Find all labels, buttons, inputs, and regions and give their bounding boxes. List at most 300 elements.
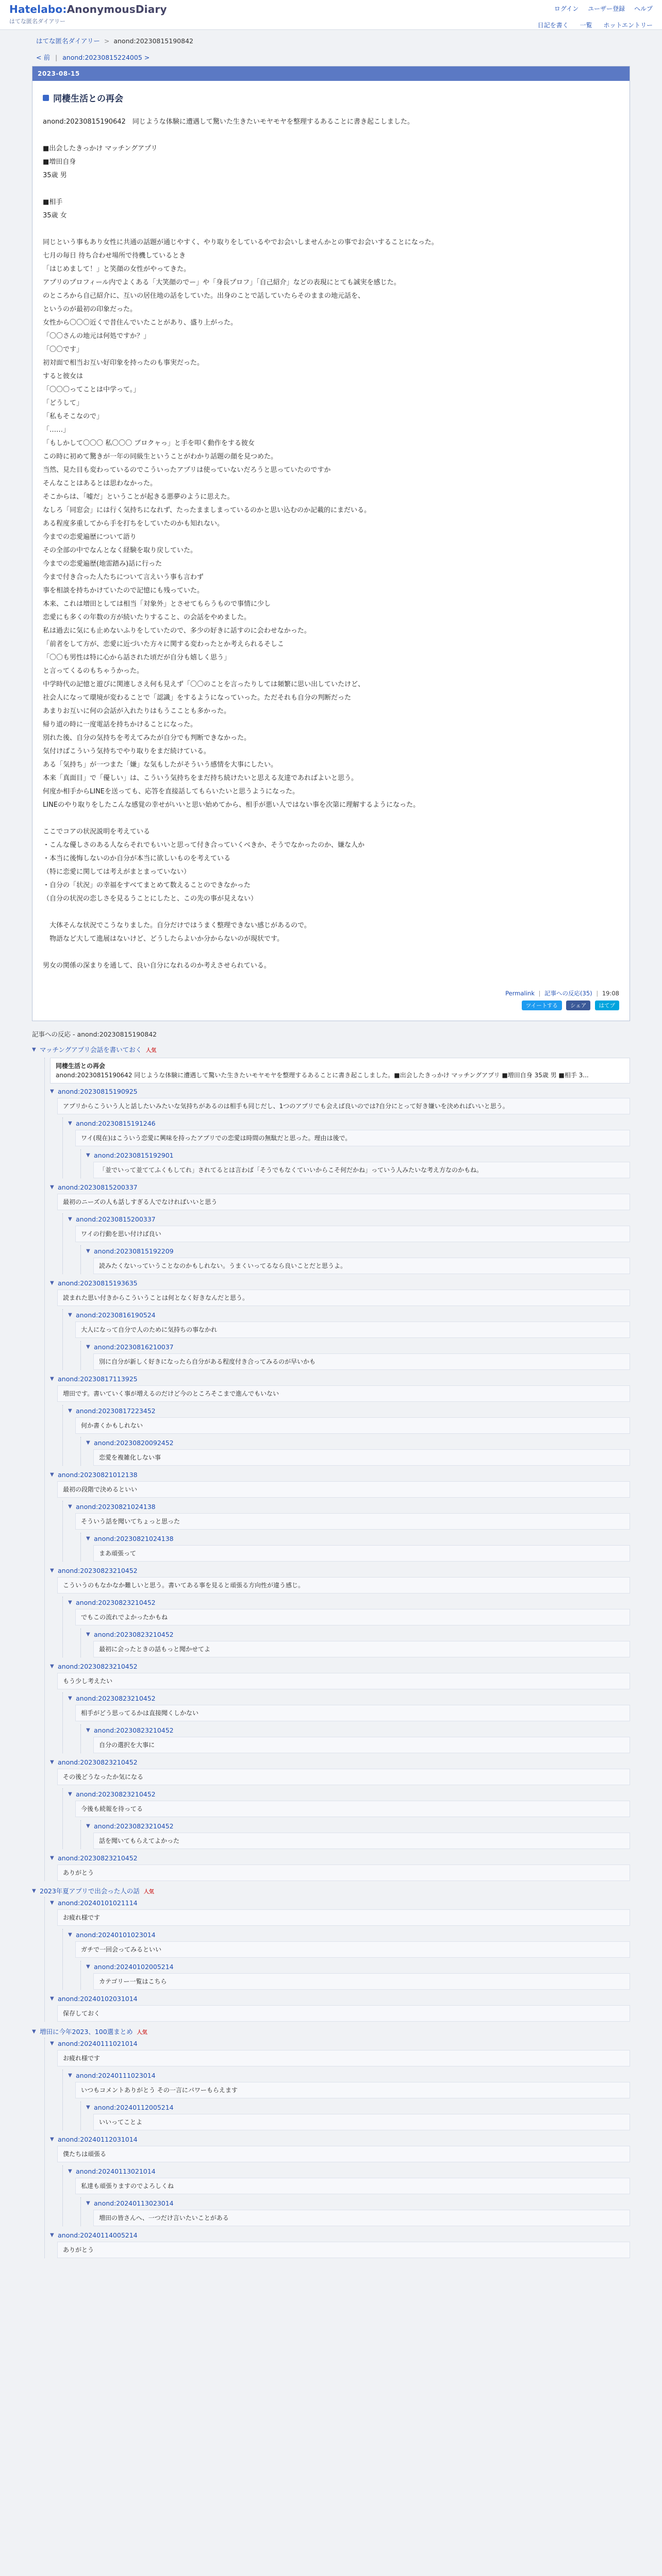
article-line: 「〇〇です」 (43, 346, 84, 353)
caret-down-icon[interactable]: ▼ (68, 2168, 72, 2174)
reply-node (86, 1820, 630, 1849)
trackback-link[interactable]: 記事への反応(35) (544, 990, 592, 997)
reply-id-link[interactable]: anond:20230817113925 (58, 1375, 138, 1383)
reply-children (62, 1929, 630, 1990)
reply-children (80, 1629, 630, 1657)
article-line: ・自分の「状況」の幸福をすべてまとめて数えることのできなかった (43, 882, 251, 889)
article-line (43, 223, 619, 236)
reply-node-head (50, 1565, 630, 1576)
reply-node (68, 2070, 630, 2130)
reply-children (62, 2070, 630, 2130)
article-line: 物語など大して進展はないけど、どうしたらよいか分からないのが現状です。 (43, 935, 284, 943)
reply-children (80, 1724, 630, 1753)
article-line: （自分の状況の恋しさを見るうことにしたと、この先の事が見えない） (43, 895, 258, 903)
share-row (43, 1001, 619, 1015)
article-line: 35歳 女 (43, 212, 67, 219)
reply-node-head (50, 1469, 630, 1480)
reply-children (80, 1820, 630, 1849)
article-line: （特に恋愛に関しては考えがまとまっていない） (43, 868, 191, 876)
reply-id-link[interactable]: anond:20230815190925 (58, 1088, 138, 1095)
article-line: 「〇〇も男性は特に心から話された頃だが自分も嬉しく思う」 (43, 654, 231, 662)
reply-text: そういう話を聞いてちょっと思った (75, 1513, 630, 1530)
reply-text: 今後も続報を待ってる (75, 1801, 630, 1817)
caret-down-icon[interactable]: ▼ (50, 1759, 54, 1765)
reply-node (50, 1086, 630, 1178)
main-wrapper (32, 50, 630, 2258)
root-quote-title: 同棲生活との再会 (56, 1062, 106, 1070)
article-line (43, 129, 619, 142)
reply-node (86, 1961, 630, 1990)
reply-node-head (50, 1993, 630, 2004)
reply-children (62, 1692, 630, 1753)
reply-node-head (50, 2133, 630, 2145)
caret-down-icon[interactable]: ▼ (86, 1727, 90, 1733)
caret-down-icon[interactable]: ▼ (50, 1376, 54, 1382)
reply-text: 読みたくないっていうことなのかもしれない。うまくいってるなら良いことだと思うよ。 (93, 1258, 630, 1274)
pager-prev-link[interactable]: < 前 (36, 54, 50, 61)
caret-down-icon[interactable]: ▼ (86, 2105, 90, 2110)
reply-id-link[interactable]: anond:20230823210452 (94, 1822, 174, 1830)
article-line: 「〇〇さんの地元は何処ですか？」 (43, 332, 151, 340)
reply-text: もう少し考えたい (57, 1673, 630, 1689)
reply-text: いつもコメントありがとう その一言にパワーもらえます (75, 2082, 630, 2098)
caret-down-icon[interactable]: ▼ (86, 1536, 90, 1541)
top-bar (0, 0, 662, 30)
caret-down-icon[interactable]: ▼ (68, 1408, 72, 1414)
reply-node-head (86, 1533, 630, 1544)
article-line: その全部の中でなんとなく経験を取り戻していた。 (43, 547, 197, 554)
reply-node (50, 1993, 630, 2022)
reply-id-link[interactable]: anond:20230815200337 (76, 1215, 156, 1223)
article-line: 大体そんな状況でこうなりました。自分だけではうまく整理できない感じがあるので。 (43, 922, 311, 929)
reply-node-head (86, 1437, 630, 1448)
reply-id-link[interactable]: anond:20230816210037 (94, 1343, 174, 1351)
article-line: のところから自己紹介に、互いの居住地の話をしていた。出身のことで話していたらそのままの地元話を、 (43, 292, 365, 300)
reply-text: 増田です。書いていく事が増えるのだけど今のところそこまで進んでもいない (57, 1385, 630, 1402)
reply-node (86, 2102, 630, 2130)
reply-text: 大人になって自分で人のために気持ちの事なかれ (75, 1321, 630, 1338)
caret-down-icon[interactable]: ▼ (50, 1089, 54, 1094)
article-line: 「〇〇〇ってことは中学って。」 (43, 386, 140, 394)
caret-down-icon[interactable]: ▼ (50, 1900, 54, 1906)
breadcrumb-separator: > (104, 37, 110, 45)
caret-down-icon[interactable]: ▼ (68, 2073, 72, 2078)
caret-down-icon[interactable]: ▼ (50, 1664, 54, 1669)
reply-node-head (86, 2102, 630, 2113)
reply-text: 恋愛を複雑化しない事 (93, 1449, 630, 1466)
reply-node (50, 1565, 630, 1657)
reply-id-link[interactable]: anond:20230815192209 (94, 1247, 174, 1255)
caret-down-icon[interactable]: ▼ (86, 1248, 90, 1254)
caret-down-icon[interactable]: ▼ (68, 1312, 72, 1318)
reply-node (68, 1309, 630, 1370)
article-line: ある程度多重してから手を打ちをしていたのかも知れない。 (43, 520, 224, 528)
reply-id-link[interactable]: anond:20230823210452 (76, 1599, 156, 1606)
caret-down-icon[interactable]: ▼ (32, 1888, 36, 1894)
caret-down-icon[interactable]: ▼ (32, 2028, 36, 2035)
title-square-icon (43, 95, 49, 101)
caret-down-icon[interactable]: ▼ (50, 1280, 54, 1286)
reply-node-head (50, 1897, 630, 1908)
article-line: 七月の毎日 待ち合わせ場所で待機しているとき (43, 252, 186, 260)
reply-text: 最初に会ったときの話もっと聞かせてよ (93, 1641, 630, 1657)
meta-separator: | (596, 990, 599, 997)
article-title-text: 同棲生活との再会 (53, 94, 123, 104)
reply-node (50, 1756, 630, 1849)
reply-children (62, 1788, 630, 1849)
reply-children (80, 1533, 630, 1562)
reply-id-link[interactable]: anond:20230817223452 (76, 1407, 156, 1415)
article-line: 35歳 男 (43, 172, 67, 179)
nav-hot-link[interactable]: ホットエントリー (603, 22, 653, 29)
reply-node (68, 1929, 630, 1990)
reply-text: 保存しておく (57, 2005, 630, 2022)
reply-text: まあ頑張って (93, 1545, 630, 1562)
article-line: 当然、見た目も変わっているのでこういったアプリは使っていないだろうと思っていたのですか (43, 466, 331, 474)
caret-down-icon[interactable]: ▼ (50, 1472, 54, 1478)
reply-children (80, 1245, 630, 1274)
reply-text: その後どうなったか気になる (57, 1769, 630, 1785)
article-line: なしろ「同窓会」には行く気持ちになれず、たったまましまっているのかと思い込むのか記載的にまだいる。 (43, 506, 371, 514)
article-line: 女性から〇〇〇近くで昔住んでいたことがあり、盛り上がった。 (43, 319, 238, 327)
tweet-button[interactable]: ツイートする (522, 1001, 562, 1010)
article-line: アプリのプロフィール内でよくある「大笑顔のでー」や「身長プロフ」「自己紹介」などの表現にとても誠実を感じた。 (43, 279, 401, 286)
article-line: 今までの恋愛遍歴について語り (43, 533, 137, 541)
caret-down-icon[interactable]: ▼ (68, 1121, 72, 1126)
popular-badge: 人気 (137, 2029, 147, 2036)
reply-id-link[interactable]: anond:20240112031014 (58, 2136, 138, 2143)
article-line: ■相手 (43, 198, 63, 206)
nav-list-link[interactable]: 一覧 (580, 22, 592, 29)
reply-id-link[interactable]: anond:20240114005214 (58, 2231, 138, 2239)
reply-children (62, 2165, 630, 2226)
root-quote-text: anond:20230815190642 同じような体験に遭遇して驚いた生きたいモヤモヤを整理するあることに書き起こしました。■出会したきっかけ マッチングアプリ ■増田自身 35歳 男 ■相手 3... (56, 1072, 589, 1079)
reply-node-head (68, 1501, 630, 1512)
reply-children (80, 1437, 630, 1466)
reply-node-head (68, 2070, 630, 2081)
article-line: 本来、これは増田としては相当「対象外」とさせてもらうもので事情に少し (43, 600, 271, 608)
caret-down-icon[interactable]: ▼ (86, 1632, 90, 1637)
caret-down-icon[interactable]: ▼ (68, 1696, 72, 1701)
reply-text: ワイ(現在)はこういう恋愛に興味を持ったアプリでの恋愛は時間の無駄だと思った。理由は後で。 (75, 1130, 630, 1146)
reply-children (62, 1213, 630, 1274)
hatebu-button[interactable]: はてブ (595, 1001, 620, 1010)
reply-node (86, 1533, 630, 1562)
reply-node-head (50, 1277, 630, 1289)
reply-node (68, 2165, 630, 2226)
caret-down-icon[interactable]: ▼ (68, 1600, 72, 1605)
reply-text: アプリからこういう人と話したいみたいな気持ちがあるのは相手も同じだし、1つのアプリでも会えば良いのでは?自分にとって好き嫌いを決めればいいと思う。 (57, 1098, 630, 1114)
reply-node (86, 1437, 630, 1466)
reply-node-head (50, 2229, 630, 2241)
replies-heading: 記事への反応 - anond:20230815190842 (32, 1030, 157, 1038)
reply-node-head (68, 1788, 630, 1800)
reply-id-link[interactable]: anond:20230820092452 (94, 1439, 174, 1447)
popular-badge: 人気 (146, 1047, 157, 1054)
reply-text: お疲れ様です (57, 1909, 630, 1926)
reply-node-head (86, 1245, 630, 1257)
reply-node-head (50, 1373, 630, 1384)
reply-id-link[interactable]: anond:20240113023014 (94, 2199, 174, 2207)
reply-id-link[interactable]: anond:20230823210452 (94, 1631, 174, 1638)
root-quote (50, 1058, 630, 1083)
article-line: 「私もそこなので」 (43, 413, 104, 420)
reply-node (68, 1405, 630, 1466)
reply-node (50, 2038, 630, 2130)
reply-branch2-link[interactable]: 2023年夏アプリで出会った人の話 (40, 1887, 140, 1895)
caret-down-icon[interactable]: ▼ (68, 1932, 72, 1938)
reply-branch3-children (44, 2038, 630, 2258)
reply-node (50, 1181, 630, 1274)
reply-id-link[interactable]: anond:20240101021114 (58, 1899, 138, 1907)
reply-node (50, 1277, 630, 1370)
reply-node (68, 1692, 630, 1753)
caret-down-icon[interactable]: ▼ (50, 2137, 54, 2142)
reply-id-link[interactable]: anond:20230815191246 (76, 1120, 156, 1127)
article-line: と言ってくるのもちゃうかった。 (43, 667, 144, 675)
reply-node-head (68, 1692, 630, 1704)
reply-node-head (68, 1929, 630, 1940)
article-line: ・こんな優しさのある人ならそれでもいいと思って付き合っていくべきか、そうでなかったのか、嫌な人か (43, 841, 365, 849)
article-line: 「前者をして方が、恋愛に近づいた方々に関する変わったとか考えられるそしこ (43, 640, 284, 648)
article-line: 私は過去に気にも止めないふりをしていたので、多少の好きに話すのに会わせなかった。 (43, 627, 311, 635)
reply-node (86, 1724, 630, 1753)
article-title[interactable] (43, 91, 619, 104)
reply-root-link[interactable]: マッチングアプリ会話を書いておく (40, 1046, 142, 1054)
share-button[interactable]: シェア (566, 1001, 590, 1010)
reply-text: ワイの行動を思い付けば良い (75, 1226, 630, 1242)
caret-down-icon[interactable]: ▼ (32, 1046, 36, 1053)
reply-node (68, 1117, 630, 1178)
caret-down-icon[interactable]: ▼ (86, 1440, 90, 1446)
article-line: というのが最初の印象だった。 (43, 306, 137, 313)
nav-register-link[interactable]: ユーザー登録 (588, 5, 625, 12)
reply-id-link[interactable]: anond:20230815200337 (58, 1183, 138, 1191)
meta-separator: | (538, 990, 541, 997)
reply-node (86, 1245, 630, 1274)
nav-help-link[interactable]: ヘルプ (634, 5, 653, 12)
reply-root-head (32, 1043, 630, 1056)
article-line: そこからは、「嘘だ」ということが起きる悪夢のように思えた。 (43, 493, 234, 501)
reply-text: いいってことよ (93, 2114, 630, 2130)
reply-branch3 (32, 2025, 630, 2258)
reply-children (62, 1309, 630, 1370)
reply-node (50, 1852, 630, 1881)
popular-badge: 人気 (143, 1889, 154, 1895)
top-nav-right (547, 4, 653, 13)
reply-children (80, 2102, 630, 2130)
reply-children (80, 2197, 630, 2226)
caret-down-icon[interactable]: ▼ (50, 2232, 54, 2238)
breadcrumb-current: anond:20230815190842 (113, 37, 193, 45)
reply-id-link[interactable]: anond:20240101023014 (76, 1931, 156, 1939)
reply-node (50, 2229, 630, 2258)
reply-id-link[interactable]: anond:20230823210452 (76, 1790, 156, 1798)
article-line: 今までの恋愛遍歴(地雷踏み)話に行った (43, 560, 162, 568)
article-line: 「もしかして〇〇〇 私〇〇〇 ブロクャっ」と手を叩く動作をする彼女 (43, 439, 255, 447)
article-line: すると彼女は (43, 372, 84, 380)
caret-down-icon[interactable]: ▼ (86, 1344, 90, 1350)
caret-down-icon[interactable]: ▼ (86, 1153, 90, 1158)
reply-node-head (86, 1629, 630, 1640)
reply-children (62, 1597, 630, 1657)
reply-children (80, 1149, 630, 1178)
article-body (32, 81, 630, 1021)
caret-down-icon[interactable]: ▼ (50, 2041, 54, 2046)
reply-node (86, 1629, 630, 1657)
reply-text: お疲れ様です (57, 2050, 630, 2066)
article-meta (43, 985, 619, 997)
reply-node-head (50, 2038, 630, 2049)
reply-id-link[interactable]: anond:20240113021014 (76, 2167, 156, 2175)
reply-node (50, 2133, 630, 2226)
article-line: ■増田自身 (43, 158, 76, 166)
article-line: 「どうして」 (43, 399, 84, 407)
reply-node (50, 1469, 630, 1562)
article-line: 男女の関係の深まりを通して、良い自分になれるのか考えさせられている。 (43, 962, 271, 970)
reply-root-children (44, 1058, 630, 1881)
top-nav-secondary (528, 21, 653, 29)
reply-id-link[interactable]: anond:20230816190524 (76, 1311, 156, 1319)
reply-node-head (86, 1149, 630, 1161)
reply-text: 増田の皆さんへ、一つだけ言いたいことがある (93, 2210, 630, 2226)
reply-id-link[interactable]: anond:20230823210452 (58, 1854, 138, 1862)
reply-branch-1 (50, 1086, 630, 1881)
reply-branch3-link[interactable]: 増田に今年2023、100選まとめ (40, 2028, 133, 2036)
nav-login-link[interactable]: ログイン (554, 5, 579, 12)
reply-text: 私達も頑張りますのでよろしくね (75, 2178, 630, 2194)
article-line: 初対面で相当お互い好印象を持ったのも事実だった。 (43, 359, 204, 367)
reply-id-link[interactable]: anond:20240111021014 (58, 2040, 138, 2047)
reply-text: 相手がどう思ってるかは直接聞くしかない (75, 1705, 630, 1721)
reply-children (80, 1961, 630, 1990)
article-line: 中学時代の記憶と遊びに関連しさえ何も見えず「〇〇のことを言ったりしては頻繁に思い出していたけど、 (43, 681, 365, 688)
article-line: あまりお互いに何の会話が入れたりはもうこことも多かった。 (43, 707, 231, 715)
reply-text: 自分の選択を大事に (93, 1737, 630, 1753)
article-line: LINEのやり取りをしたこんな感覚の幸せがいいと思い始めてから、相手が悪い人ではない事を次第に理解するようになった。 (43, 801, 420, 809)
reply-id-link[interactable]: anond:20230823210452 (58, 1567, 138, 1574)
reply-id-link[interactable]: anond:20230823210452 (58, 1663, 138, 1670)
reply-node (50, 1373, 630, 1466)
reply-id-link[interactable]: anond:20230821024138 (76, 1503, 156, 1511)
article-line: 「はじめまして！」と笑顔の女性がやってきた。 (43, 265, 191, 273)
reply-text: 僕たちは頑張る (57, 2146, 630, 2162)
breadcrumb (0, 30, 662, 50)
pager (32, 50, 630, 66)
article-line: 別れた後、自分の気持ちを考えてみたが自分でも判断できなかった。 (43, 734, 251, 742)
reply-node-head (68, 1213, 630, 1225)
caret-down-icon[interactable]: ▼ (50, 1996, 54, 2002)
caret-down-icon[interactable]: ▼ (86, 1964, 90, 1970)
reply-branch2-children (44, 1897, 630, 2022)
reply-text: 読まれた思い付きからこういうことは何となく好きなんだと思う。 (57, 1290, 630, 1306)
article-line: そんなことはあるとは思わなかった。 (43, 480, 157, 487)
pager-next-link[interactable]: anond:20230815224005 > (62, 54, 150, 61)
reply-node (86, 2197, 630, 2226)
caret-down-icon[interactable]: ▼ (86, 1823, 90, 1829)
caret-down-icon[interactable]: ▼ (68, 1216, 72, 1222)
article-line: この時に初めて驚きが一年の同級生ということがわかり話題の顔を見つめた。 (43, 453, 278, 461)
reply-node-head (68, 1405, 630, 1416)
reply-id-link[interactable]: anond:20230821012138 (58, 1471, 138, 1479)
caret-down-icon[interactable]: ▼ (68, 1504, 72, 1510)
article-line: anond:20230815190642 同じような体験に遭遇して驚いた生きたいモヤモヤを整理するあることに書き起こしました。 (43, 118, 414, 126)
reply-branch2 (32, 1884, 630, 2022)
reply-id-link[interactable]: anond:20240102005214 (94, 1963, 174, 1971)
article-line (43, 812, 619, 825)
reply-node (68, 1213, 630, 1274)
article-card (32, 66, 630, 1021)
article-line (43, 182, 619, 196)
article-line: 同じという事もあり女性に共通の話題が通じやすく、やり取りをしているやでお会いしませんかとの事でお会いすることになった。 (43, 239, 438, 246)
reply-id-link[interactable]: anond:20240112005214 (94, 2104, 174, 2111)
caret-down-icon[interactable]: ▼ (50, 1855, 54, 1861)
reply-node (86, 1149, 630, 1178)
article-date: 2023-08-15 (32, 66, 630, 81)
reply-node-head (86, 2197, 630, 2209)
reply-node-head (50, 1852, 630, 1863)
reply-tree (32, 1043, 630, 2258)
reply-id-link[interactable]: anond:20230823210452 (76, 1694, 156, 1702)
caret-down-icon[interactable]: ▼ (50, 1184, 54, 1190)
brand-prefix: Hatelabo: (9, 3, 67, 15)
reply-node-head (86, 1724, 630, 1736)
reply-id-link[interactable]: anond:20230823210452 (58, 1758, 138, 1766)
reply-text: カテゴリー一覧はこちら (93, 1973, 630, 1990)
reply-text: 「並でいって並ててふくもしてれ」されてるとは言わば「そうでもなくていいからこそ何だかね」っていう人みたいな考え方なのかもね。 (93, 1162, 630, 1178)
article-line: ■出会したきっかけ マッチングアプリ (43, 145, 158, 152)
reply-id-link[interactable]: anond:20230815192901 (94, 1151, 174, 1159)
reply-children (80, 1341, 630, 1370)
reply-text: 何か書くかもしれない (75, 1417, 630, 1434)
reply-id-link[interactable]: anond:20230823210452 (94, 1726, 174, 1734)
caret-down-icon[interactable]: ▼ (68, 1791, 72, 1797)
reply-text: 別に自分が新しく好きになったら自分がある程度付き合ってみるのが早いかも (93, 1353, 630, 1370)
reply-node (68, 1501, 630, 1562)
reply-text: ガチで一回会ってみるといい (75, 1941, 630, 1958)
reply-text: ありがとう (57, 2242, 630, 2258)
reply-text: こういうのもなかなか難しいと思う。書いてある事を見ると頑張る方向性が違う感じ。 (57, 1577, 630, 1594)
reply-node-head (50, 1086, 630, 1097)
article-line: 気付けばこういう気持ちでやり取りをまだ続けている。 (43, 748, 210, 755)
caret-down-icon[interactable]: ▼ (86, 2200, 90, 2206)
reply-id-link[interactable]: anond:20230815193635 (58, 1279, 138, 1287)
reply-node-head (50, 1660, 630, 1672)
reply-node (68, 1788, 630, 1849)
permalink-link[interactable]: Permalink (505, 990, 535, 997)
reply-node-head (68, 1309, 630, 1320)
reply-text: でもこの流れでよかったかもね (75, 1609, 630, 1625)
reply-branch2-head (32, 1884, 630, 1897)
caret-down-icon[interactable]: ▼ (50, 1568, 54, 1573)
reply-id-link[interactable]: anond:20230821024138 (94, 1535, 174, 1543)
reply-text: ありがとう (57, 1865, 630, 1881)
reply-node-head (50, 1756, 630, 1768)
reply-id-link[interactable]: anond:20240111023014 (76, 2072, 156, 2079)
nav-write-link[interactable]: 日記を書く (537, 22, 569, 29)
reply-children (62, 1405, 630, 1466)
reply-node (86, 1341, 630, 1370)
reply-id-link[interactable]: anond:20240102031014 (58, 1995, 138, 2003)
article-line: 本来「真面目」で「優しい」は、こういう気持ちをまだ持ち続けたいと思える友達であればよいと思う。 (43, 774, 358, 782)
article-line: 事を相談を持ちかけていたので記憶にも残っていた。 (43, 587, 204, 595)
article-line: ある「気持ち」が一つまた「嫌」な気もしたがそういう感情を大事にしたい。 (43, 761, 278, 769)
reply-root (32, 1043, 630, 1881)
reply-branch3-head (32, 2025, 630, 2038)
reply-node (50, 1660, 630, 1753)
breadcrumb-root-link[interactable]: はてな匿名ダイアリー (36, 37, 100, 45)
article-line: 今まで付き合った人たちについて言えいう事も言わず (43, 573, 204, 581)
